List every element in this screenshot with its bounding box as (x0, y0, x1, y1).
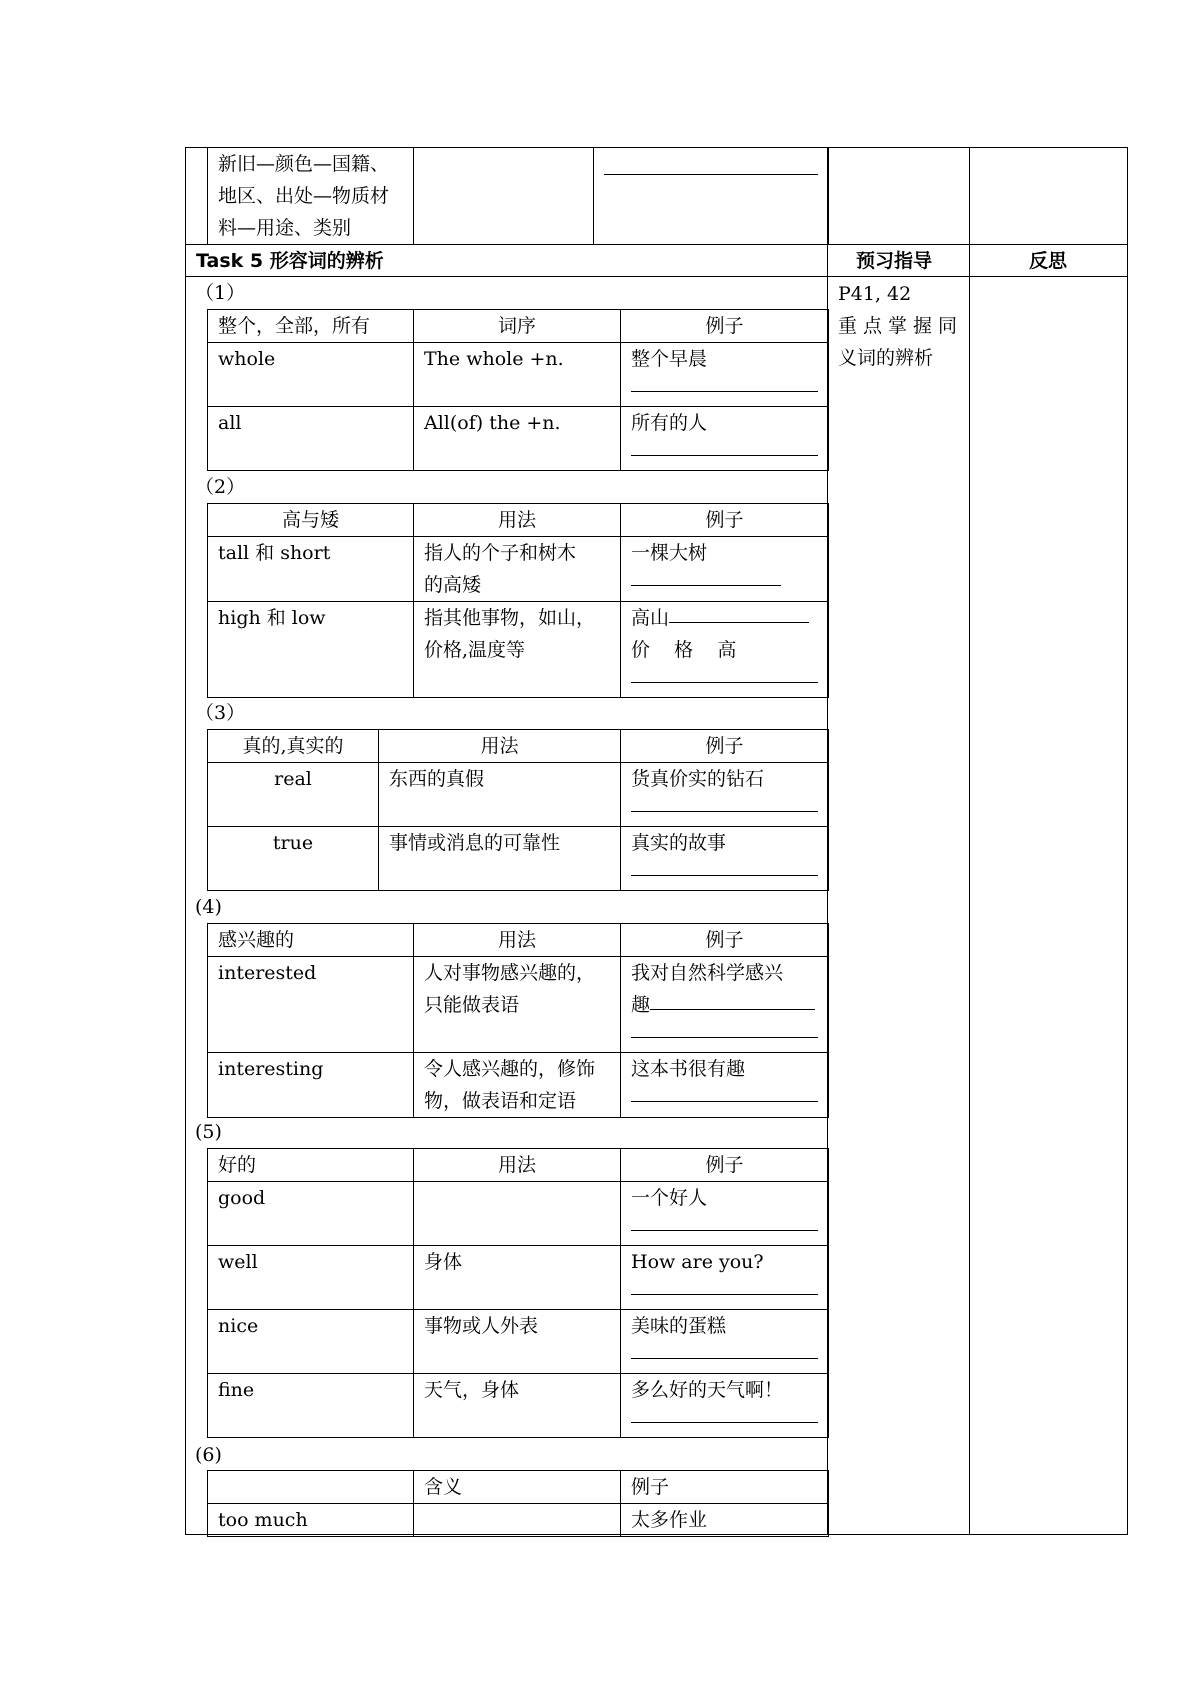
s2-row1-example-text: 一棵大树 (631, 542, 708, 564)
s5-row3-example-text: 美味的蛋糕 (631, 1315, 727, 1337)
s1-row1-usage: The whole +n. (414, 343, 621, 407)
s5-row1-word: good (208, 1182, 414, 1246)
s1-row2-example (621, 407, 829, 471)
s1-header-example: 例子 (621, 310, 829, 343)
s5-header-example: 例子 (621, 1149, 829, 1182)
answer-blank (631, 1218, 818, 1231)
section-2-table (207, 503, 829, 698)
s4-row1-example-2: 趣 (631, 994, 651, 1016)
section-1-marker: （1） (195, 282, 246, 304)
s5-row2-usage: 身体 (414, 1246, 621, 1310)
answer-blank (631, 1346, 818, 1359)
answer-blank (669, 602, 809, 623)
section-4-marker: (4) (195, 896, 222, 918)
s5-row3-word: nice (208, 1310, 414, 1374)
top-row-blank (604, 162, 818, 175)
section-4-table (207, 923, 829, 1118)
s2-row2-usage-2: 价格,温度等 (424, 639, 526, 661)
s2-row1-usage (414, 537, 621, 602)
s5-row3-example (621, 1310, 829, 1374)
s5-row2-word: well (208, 1246, 414, 1310)
s5-row4-example (621, 1374, 829, 1438)
top-row-cell-3 (594, 148, 829, 245)
outer-left-border (185, 147, 186, 1535)
s2-header-usage: 用法 (414, 504, 621, 537)
top-row-cell-1 (208, 148, 414, 245)
s4-row1-usage-1: 人对事物感兴趣的， (424, 962, 596, 984)
s6-header-usage: 含义 (414, 1471, 621, 1504)
s3-header-word: 真的,真实的 (208, 730, 379, 763)
answer-blank (631, 573, 781, 586)
top-row-line-2: 地区、出处—物质材 (218, 185, 390, 207)
guide-line-1: 重点掌握同 (838, 315, 964, 337)
col-divider-reflect (969, 147, 970, 1535)
top-row-line-1: 新旧—颜色—国籍、 (218, 153, 390, 175)
s2-row2-word: high 和 low (208, 602, 414, 698)
s4-row1-word: interested (208, 957, 414, 1053)
s3-row2-example-text: 真实的故事 (631, 832, 727, 854)
outer-right-border (1127, 147, 1128, 1535)
s1-row1-word: whole (208, 343, 414, 407)
section-6-marker: (6) (195, 1444, 222, 1466)
s3-row2-word: true (208, 827, 379, 891)
s3-header-example: 例子 (621, 730, 829, 763)
s5-header-usage: 用法 (414, 1149, 621, 1182)
s5-row4-example-text: 多么好的天气啊！ (631, 1379, 784, 1401)
section-5-marker: (5) (195, 1121, 222, 1143)
section-3-marker: （3） (195, 702, 246, 724)
s2-header-example: 例子 (621, 504, 829, 537)
top-row-cell-2 (414, 148, 594, 245)
section-6-table (207, 1470, 829, 1537)
s4-row1-usage (414, 957, 621, 1053)
s5-row1-example (621, 1182, 829, 1246)
answer-blank (631, 863, 818, 876)
answer-blank (631, 379, 818, 392)
answer-blank (631, 1089, 818, 1102)
s1-row2-word: all (208, 407, 414, 471)
s2-row1-example (621, 537, 829, 602)
s2-row1-word: tall 和 short (208, 537, 414, 602)
s3-row1-word: real (208, 763, 379, 827)
top-row-line-3: 料—用途、类别 (218, 217, 352, 239)
s4-row2-word: interesting (208, 1053, 414, 1118)
s4-row1-example-line2 (631, 989, 818, 1021)
s3-row1-example-text: 货真价实的钻石 (631, 768, 765, 790)
s5-row2-example (621, 1246, 829, 1310)
section-2-marker: （2） (195, 476, 246, 498)
s4-row1-example-1: 我对自然科学感兴 (631, 962, 784, 984)
s4-header-word: 感兴趣的 (208, 924, 414, 957)
s5-row2-example-text: How are you? (631, 1251, 764, 1273)
s3-header-usage: 用法 (379, 730, 621, 763)
s4-row2-usage-1: 令人感兴趣的，修饰 (424, 1058, 596, 1080)
answer-blank (631, 799, 818, 812)
task-title: Task 5 形容词的辨析 (196, 250, 384, 272)
s4-header-example: 例子 (621, 924, 829, 957)
answer-blank (650, 989, 815, 1010)
guide-header: 预习指导 (856, 250, 933, 272)
s1-row2-usage: All(of) the +n. (414, 407, 621, 471)
s4-row2-usage (414, 1053, 621, 1118)
s5-row4-usage: 天气，身体 (414, 1374, 621, 1438)
answer-blank (631, 1025, 818, 1038)
s6-row1-example: 太多作业 (621, 1504, 829, 1537)
answer-blank (631, 1410, 818, 1423)
s3-row1-usage: 东西的真假 (379, 763, 621, 827)
s2-row1-usage-1: 指人的个子和树木 (424, 542, 577, 564)
s4-row1-example (621, 957, 829, 1053)
s5-row4-word: fine (208, 1374, 414, 1438)
s1-row1-example-text: 整个早晨 (631, 348, 708, 370)
top-partial-table (207, 147, 829, 245)
s5-header-word: 好的 (208, 1149, 414, 1182)
s2-row2-example-line1 (631, 602, 818, 634)
s2-row2-example-1: 高山 (631, 607, 670, 629)
s2-header-word: 高与矮 (208, 504, 414, 537)
guide-pages: P41, 42 (838, 283, 912, 305)
s4-row2-usage-2: 物，做表语和定语 (424, 1090, 577, 1112)
section-3-table (207, 729, 829, 891)
s4-row2-example (621, 1053, 829, 1118)
s6-row1-usage (414, 1504, 621, 1537)
s1-row1-example (621, 343, 829, 407)
s5-row3-usage: 事物或人外表 (414, 1310, 621, 1374)
s4-row1-usage-2: 只能做表语 (424, 994, 520, 1016)
s2-row2-example (621, 602, 829, 698)
s6-header-example: 例子 (621, 1471, 829, 1504)
s2-row2-example-2: 价 格 高 (631, 639, 737, 661)
s3-row1-example (621, 763, 829, 827)
answer-blank (631, 670, 818, 683)
s4-row2-example-text: 这本书很有趣 (631, 1058, 746, 1080)
s2-row2-usage-1: 指其他事物，如山， (424, 607, 596, 629)
answer-blank (631, 1282, 818, 1295)
s5-row1-example-text: 一个好人 (631, 1187, 708, 1209)
reflection-header: 反思 (1029, 250, 1068, 272)
s1-row2-example-text: 所有的人 (631, 412, 708, 434)
section-5-table (207, 1148, 829, 1438)
s3-row2-usage: 事情或消息的可靠性 (379, 827, 621, 891)
s5-row1-usage (414, 1182, 621, 1246)
s2-row2-usage (414, 602, 621, 698)
s4-header-usage: 用法 (414, 924, 621, 957)
s6-row1-word: too much (208, 1504, 414, 1537)
guide-line-2: 义词的辨析 (838, 347, 934, 369)
s1-header-usage: 词序 (414, 310, 621, 343)
answer-blank (631, 443, 818, 456)
section-1-table (207, 309, 829, 471)
s1-header-word: 整个，全部，所有 (208, 310, 414, 343)
s3-row2-example (621, 827, 829, 891)
s6-header-word (208, 1471, 414, 1504)
s2-row1-usage-2: 的高矮 (424, 574, 482, 596)
